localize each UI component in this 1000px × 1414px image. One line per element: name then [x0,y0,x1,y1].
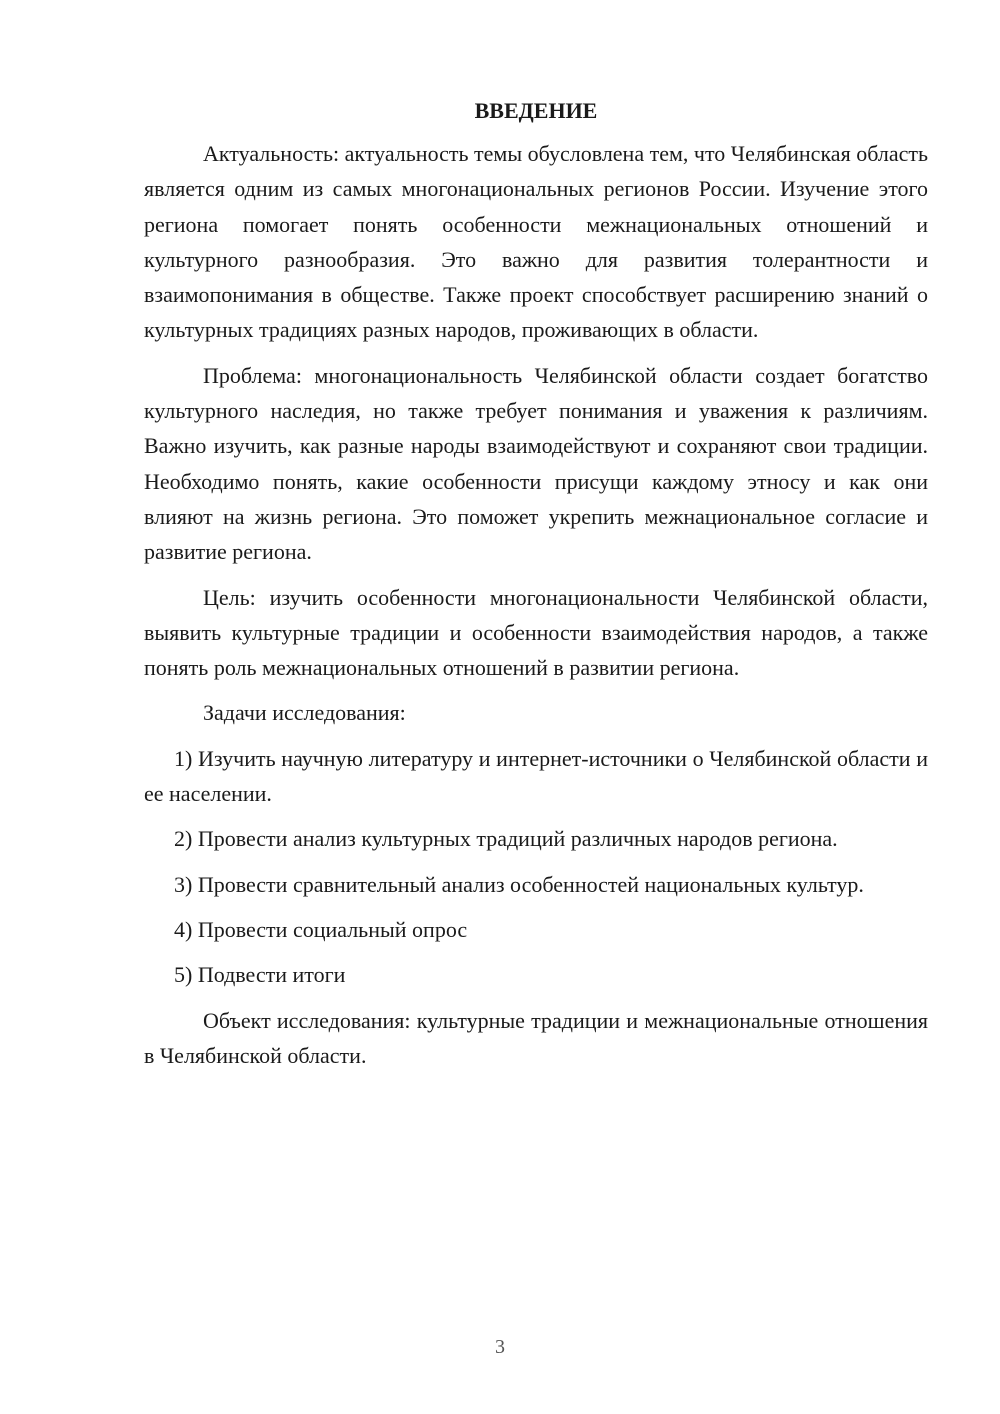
goal-paragraph: Цель: изучить особенности многонациональности Челябинской области, выявить культурные традиции и особенности взаимодействия народов, а также понять роль межнациональных отношений в развитии региона. [144,584,928,681]
task-item: 2) Провести анализ культурных традиций различных народов региона. [174,826,838,852]
task-item: 1) Изучить научную литературу и интернет-источники о Челябинской области и ее населении. [144,745,928,807]
task-item: 5) Подвести итоги [174,962,346,988]
tasks-heading: Задачи исследования: [203,700,406,726]
relevance-paragraph: Актуальность: актуальность темы обусловлена тем, что Челябинская область является одним из самых многонациональных регионов России. Изучение этого региона помогает понять особенности межнациональных отношений и культурного разнообразия. Это важно для развития толерантности и взаимопонимания в обществе. Также проект способствует расширению знаний о культурных традициях разных народов, проживающих в области. [144,141,928,343]
problem-paragraph: Проблема: многонациональность Челябинской области создает богатство культурного наследия, но также требует понимания и уважения к различиям. Важно изучить, как разные народы взаимодействуют и сохраняют свои традиции. Необходимо понять, какие особенности присущи каждому этносу и как они влияют на жизнь региона. Это поможет укрепить межнациональное согласие и развитие региона. [144,362,928,565]
document-page [144,96,928,1083]
section-heading: ВВЕДЕНИЕ [474,98,598,123]
object-paragraph: Объект исследования: культурные традиции и межнациональные отношения в Челябинской области. [144,1007,928,1068]
page-number: 3 [495,1336,505,1358]
task-item: 4) Провести социальный опрос [174,916,468,942]
task-item: 3) Провести сравнительный анализ особенностей национальных культур. [174,871,864,897]
